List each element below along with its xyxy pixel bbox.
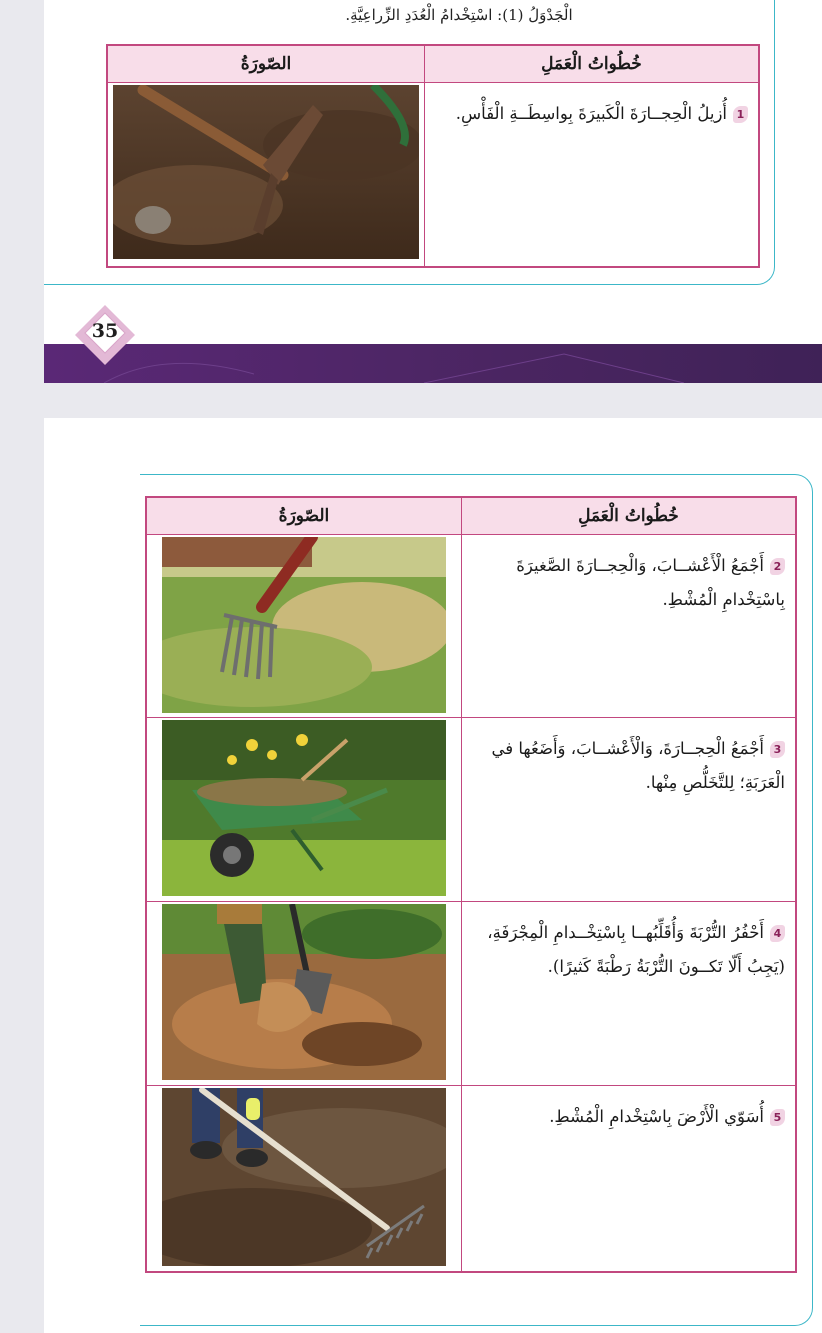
step-text: أَحْفُرُ التُّرْبَةَ وَأُقَلِّبُهــا بِاسْتِخْــدامِ الْمِجْرَفَةِ، (يَجِبُ أَلّا تَكــونَ التُّرْبَةُ رَطْبَةً كَثيرًا). xyxy=(487,923,785,976)
table-row xyxy=(146,718,796,902)
step-number-badge: 3 xyxy=(770,741,785,758)
page-footer-band xyxy=(44,344,822,383)
step-text: أَجْمَعُ الْأَعْشــابَ، وَالْحِجــارَةَ الصَّغيرَةَ بِاسْتِخْدامِ الْمُشْطِ. xyxy=(516,556,785,609)
band-decoration xyxy=(44,344,822,383)
step-cell xyxy=(461,535,796,718)
rake-grass-photo xyxy=(162,537,446,713)
table-row xyxy=(146,535,796,718)
shovel-soil-photo xyxy=(162,904,446,1080)
step-cell xyxy=(461,1086,796,1272)
image-cell xyxy=(107,83,424,267)
image-cell xyxy=(146,902,461,1086)
table-caption: الْجَدْوَلُ (1): اسْتِخْدامُ الْعُدَدِ الزِّراعِيَّةِ. xyxy=(345,6,573,24)
step-text: أُسَوّي الْأَرْضَ بِاسْتِخْدامِ الْمُشْطِ. xyxy=(549,1107,764,1126)
step-text: أَجْمَعُ الْحِجــارَةَ، وَالْأَعْشــابَ، وَأَضَعُها في الْعَرَبَةِ؛ لِلتَّخَلُّصِ مِنْها. xyxy=(491,739,785,792)
page-number-badge xyxy=(73,303,137,367)
step-cell xyxy=(461,902,796,1086)
table-row xyxy=(107,83,759,267)
header-image: الصّورَةُ xyxy=(107,45,424,83)
step-number-badge: 1 xyxy=(733,106,748,123)
image-cell xyxy=(146,718,461,902)
rake-soil-photo xyxy=(162,1088,446,1266)
step-number-badge: 2 xyxy=(770,558,785,575)
step-cell xyxy=(424,83,759,267)
header-image: الصّورَةُ xyxy=(146,497,461,535)
image-cell xyxy=(146,535,461,718)
table-row xyxy=(146,1086,796,1272)
wheelbarrow-photo xyxy=(162,720,446,896)
header-steps: خُطُواتُ الْعَمَلِ xyxy=(461,497,796,535)
step-number-badge: 5 xyxy=(770,1109,785,1126)
header-steps: خُطُواتُ الْعَمَلِ xyxy=(424,45,759,83)
steps-table-bottom xyxy=(145,496,797,1273)
table-row xyxy=(146,902,796,1086)
page-number: 35 xyxy=(91,320,119,342)
step-cell xyxy=(461,718,796,902)
page-top xyxy=(44,0,822,344)
axe-digging-photo xyxy=(113,85,419,259)
step-number-badge: 4 xyxy=(770,925,785,942)
step-text: أُزيلُ الْحِجــارَةَ الْكَبيرَةَ بِواسِطَــةِ الْفَأْسِ. xyxy=(455,104,727,123)
image-cell xyxy=(146,1086,461,1272)
steps-table-top xyxy=(106,44,760,268)
